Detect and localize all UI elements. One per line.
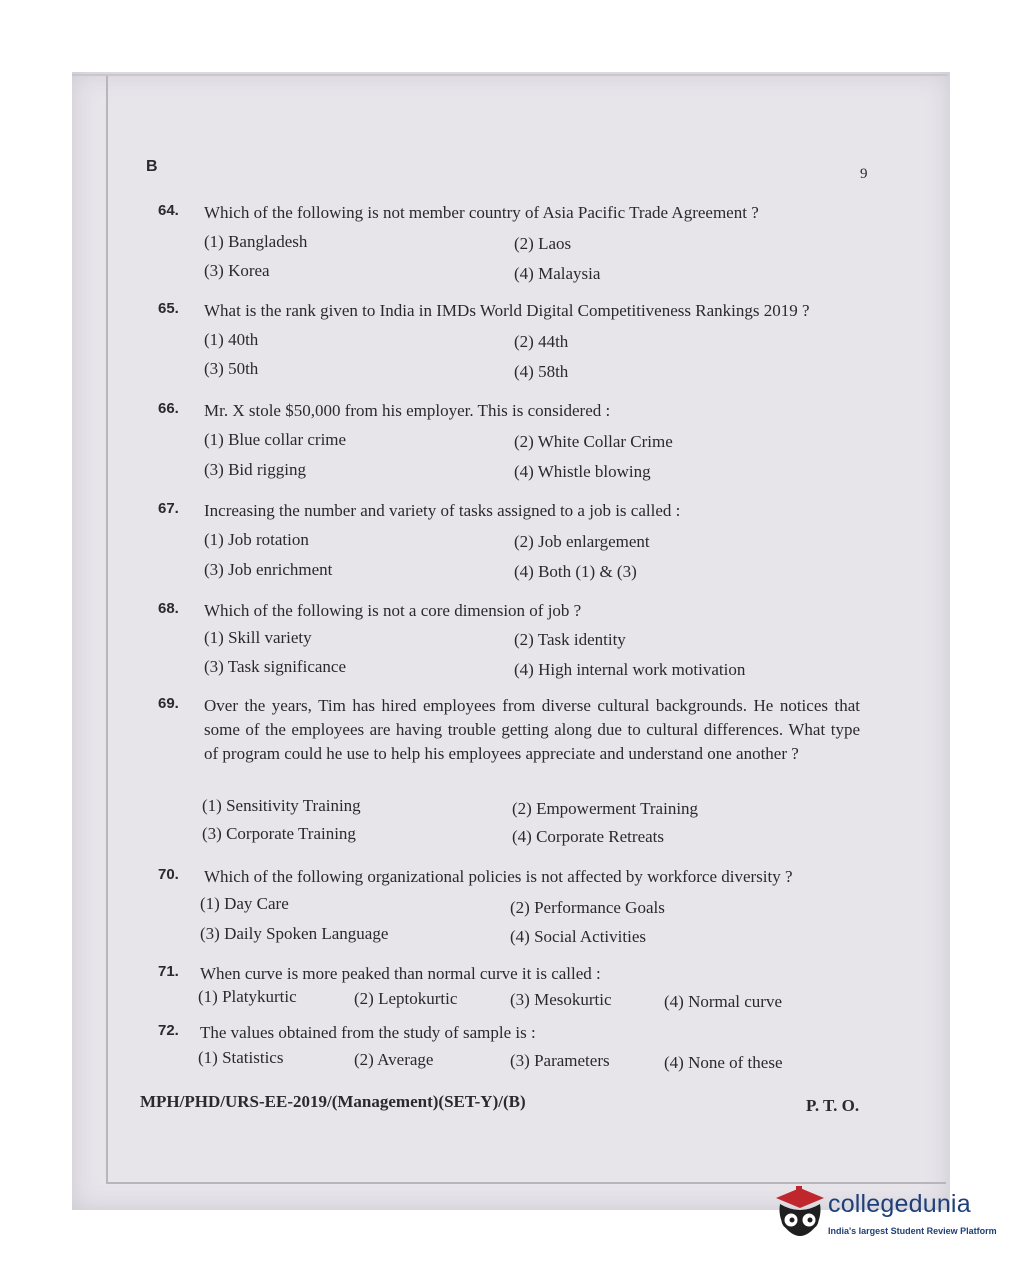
option-3: (3) Korea <box>204 261 270 280</box>
option-2: (2) White Collar Crime <box>514 432 673 451</box>
option-1: (1) Job rotation <box>204 530 309 549</box>
option-4: (4) Corporate Retreats <box>512 827 664 846</box>
question-text: Mr. X stole $50,000 from his employer. This is considered : <box>204 401 611 420</box>
option-3: (3) Mesokurtic <box>510 990 612 1009</box>
graduate-mascot-icon <box>770 1182 826 1244</box>
question-text: The values obtained from the study of sample is : <box>200 1023 536 1042</box>
option-4: (4) 58th <box>514 362 569 381</box>
question-text: When curve is more peaked than normal curve it is called : <box>200 964 601 983</box>
option-2: (2) Laos <box>514 234 572 253</box>
option-1: (1) Sensitivity Training <box>202 796 361 815</box>
option-3: (3) Job enrichment <box>204 560 333 579</box>
question-number: 69. <box>158 695 179 712</box>
option-4: (4) High internal work motivation <box>514 660 746 679</box>
brand-tagline: India's largest Student Review Platform <box>828 1226 997 1236</box>
option-1: (1) Statistics <box>198 1048 284 1067</box>
option-1: (1) Bangladesh <box>204 232 308 251</box>
option-4: (4) Normal curve <box>664 992 783 1011</box>
option-3: (3) Bid rigging <box>204 460 306 479</box>
question-text: Increasing the number and variety of tasks assigned to a job is called : <box>204 501 681 520</box>
question-number: 65. <box>158 300 179 317</box>
question-number: 67. <box>158 500 179 517</box>
option-2: (2) 44th <box>514 332 569 351</box>
question-number: 64. <box>158 202 179 219</box>
option-1: (1) 40th <box>204 330 259 349</box>
brand-name: collegedunia <box>828 1190 971 1218</box>
option-1: (1) Blue collar crime <box>204 430 347 449</box>
page-turn-over: P. T. O. <box>806 1096 860 1115</box>
page-number: 9 <box>860 166 868 182</box>
option-2: (2) Task identity <box>514 630 626 649</box>
option-1: (1) Platykurtic <box>198 987 297 1006</box>
option-4: (4) Malaysia <box>514 264 601 283</box>
collegedunia-watermark <box>770 1180 995 1250</box>
option-4: (4) Social Activities <box>510 927 646 946</box>
question-text: Which of the following organizational policies is not affected by workforce diversity ? <box>204 867 793 886</box>
question-text: Over the years, Tim has hired employees from diverse cultural backgrounds. He notices that some of the employees are having trouble getting along due to cultural differences. What type of program could he use to help his employees appreciate and understand one another ? <box>204 696 860 763</box>
question-number: 66. <box>158 400 179 417</box>
option-4: (4) Whistle blowing <box>514 462 651 481</box>
question-number: 71. <box>158 963 179 980</box>
option-1: (1) Skill variety <box>204 628 312 647</box>
option-1: (1) Day Care <box>200 894 289 913</box>
page-margin-rule <box>106 76 108 1184</box>
exam-code: MPH/PHD/URS-EE-2019/(Management)(SET-Y)/(B) <box>140 1092 526 1111</box>
option-3: (3) 50th <box>204 359 259 378</box>
question-number: 70. <box>158 866 179 883</box>
set-code: B <box>146 158 158 175</box>
option-4: (4) None of these <box>664 1053 783 1072</box>
question-number: 72. <box>158 1022 179 1039</box>
question-number: 68. <box>158 600 179 617</box>
option-2: (2) Leptokurtic <box>354 989 458 1008</box>
option-2: (2) Empowerment Training <box>512 799 699 818</box>
option-3: (3) Daily Spoken Language <box>200 924 389 943</box>
page-edge-top <box>72 74 948 76</box>
question-text: What is the rank given to India in IMDs World Digital Competitiveness Rankings 2019 ? <box>204 301 810 320</box>
question-text: Which of the following is not member country of Asia Pacific Trade Agreement ? <box>204 203 759 222</box>
question-text: Which of the following is not a core dimension of job ? <box>204 601 582 620</box>
option-3: (3) Task significance <box>204 657 347 676</box>
option-3: (3) Corporate Training <box>202 824 356 843</box>
option-2: (2) Performance Goals <box>510 898 665 917</box>
option-2: (2) Job enlargement <box>514 532 650 551</box>
option-4: (4) Both (1) & (3) <box>514 562 637 581</box>
option-2: (2) Average <box>354 1050 434 1069</box>
option-3: (3) Parameters <box>510 1051 610 1070</box>
